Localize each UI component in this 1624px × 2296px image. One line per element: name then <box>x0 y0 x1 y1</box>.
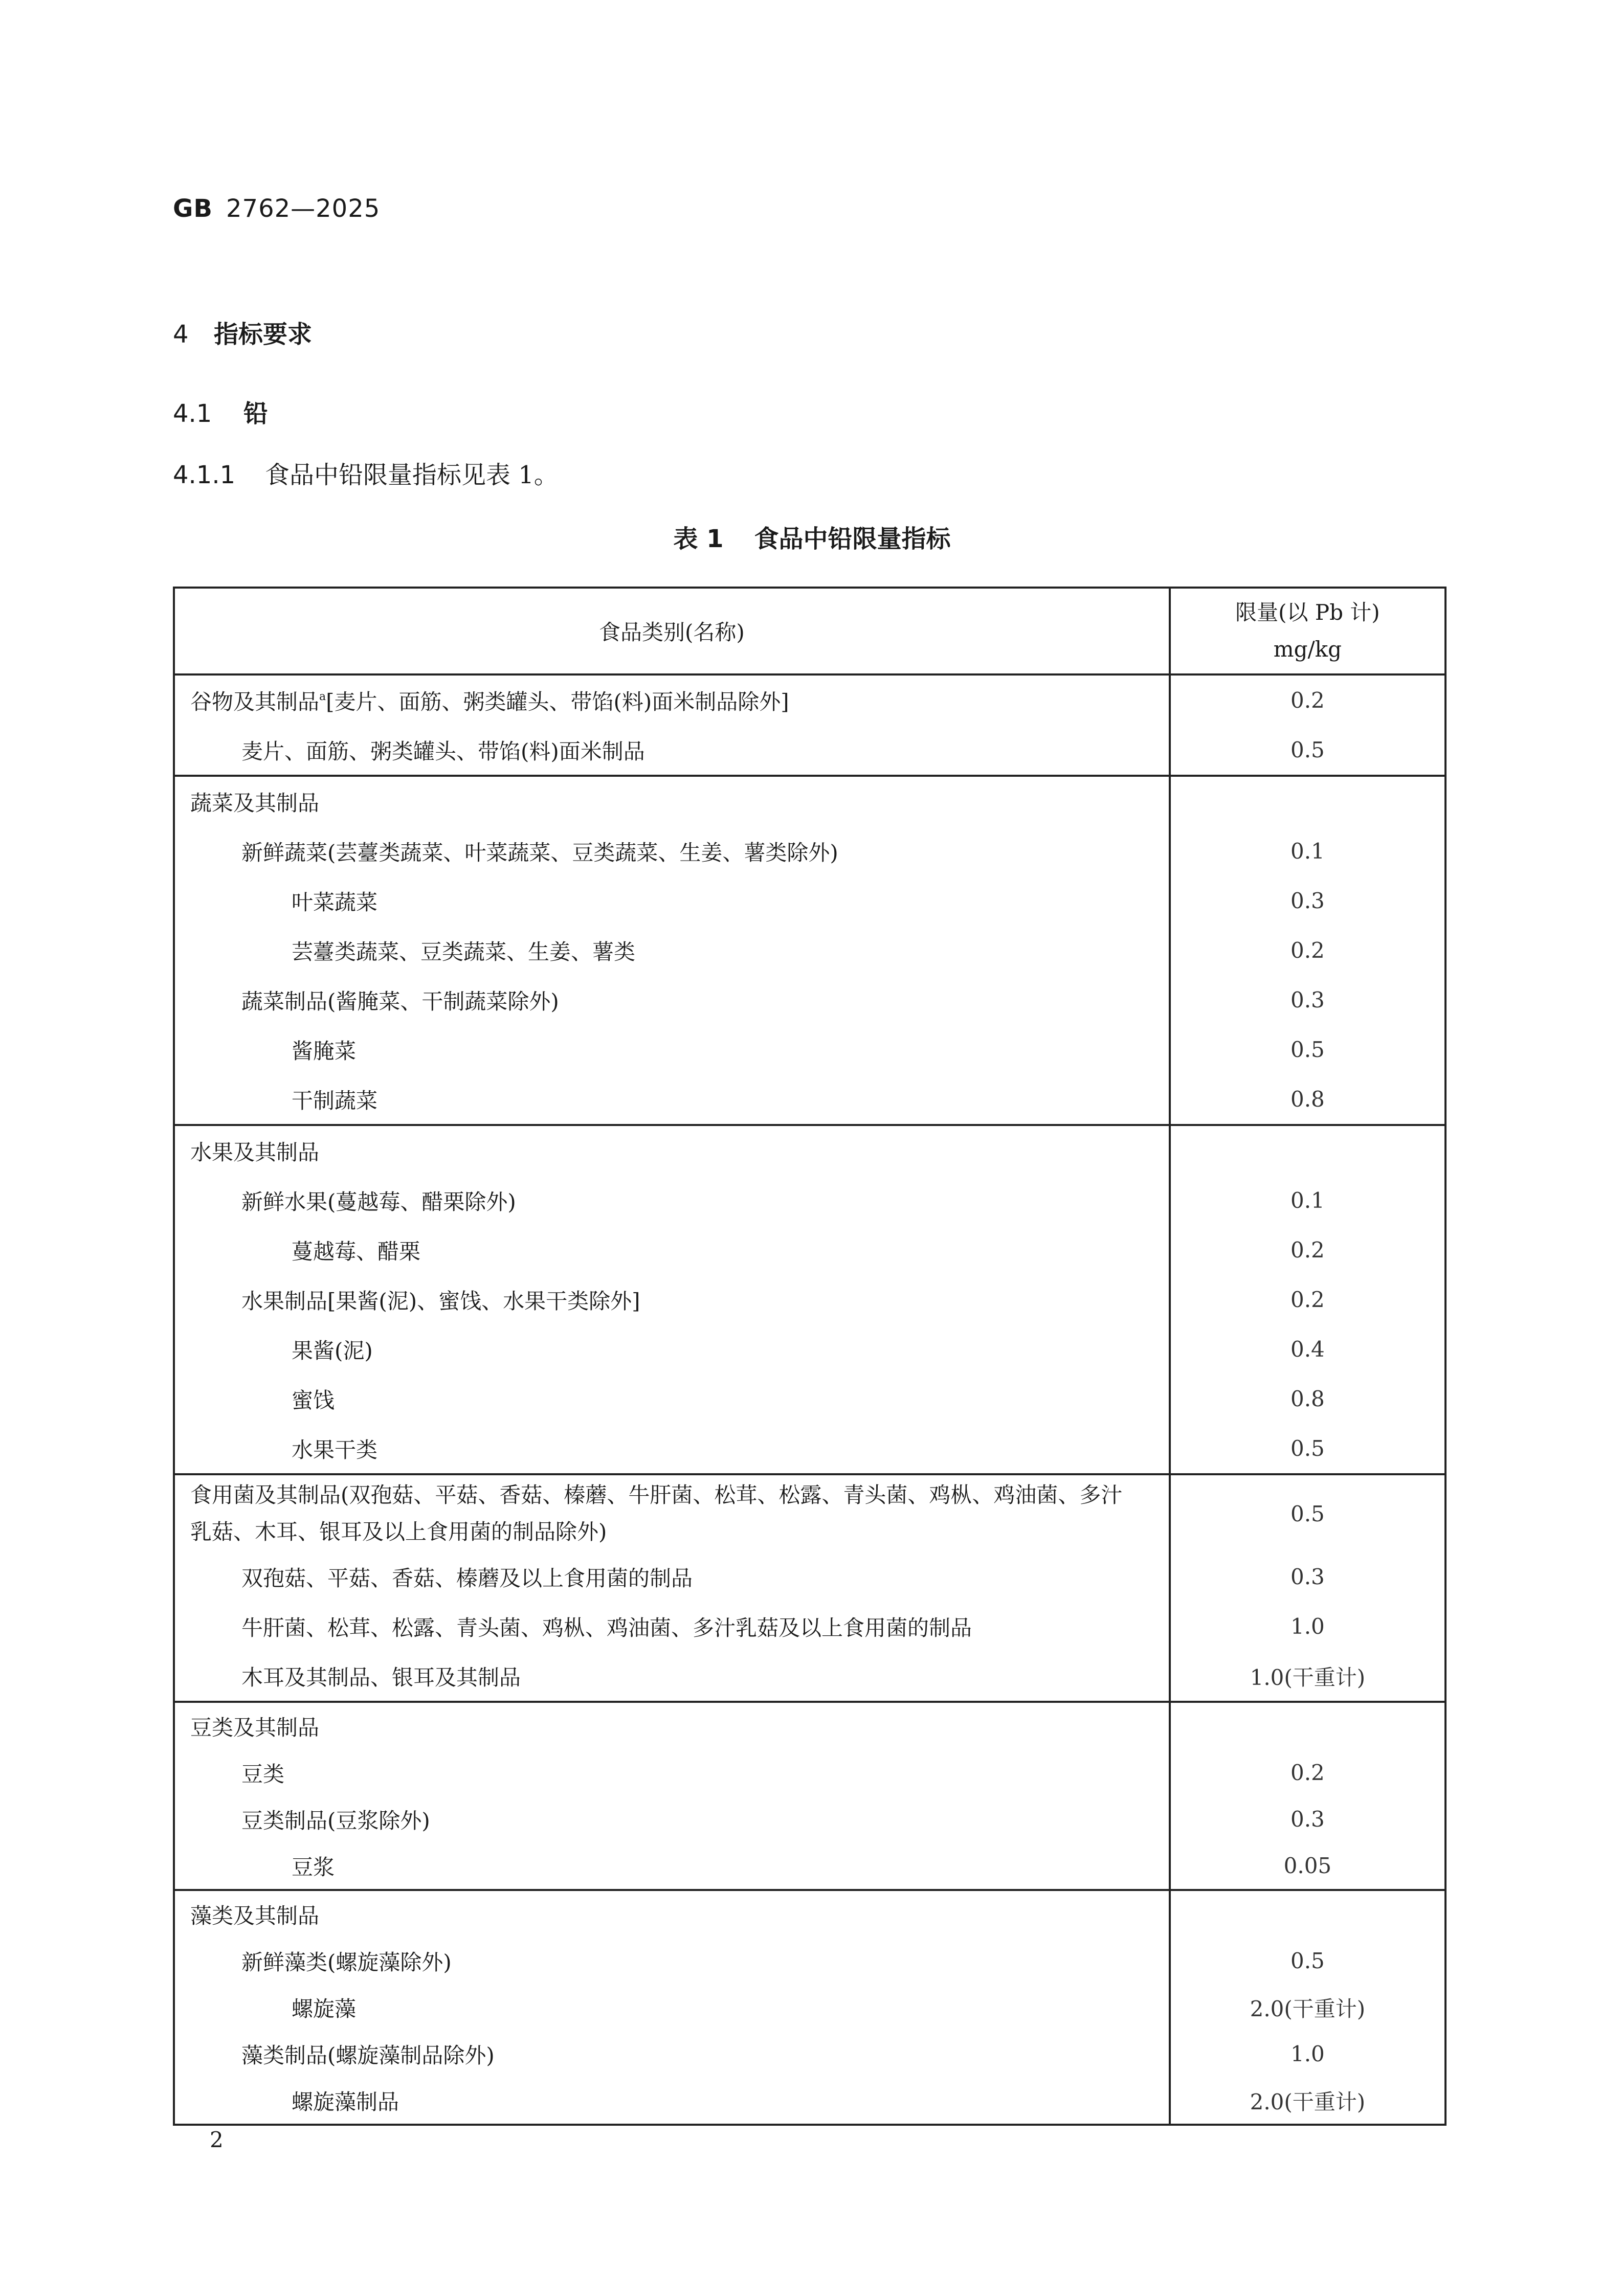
header-limit-label: 限量(以 Pb 计) <box>1235 600 1380 625</box>
table-row <box>174 1176 1445 1225</box>
food-name-line2: 乳菇、木耳、银耳及以上食用菌的制品除外) <box>190 1519 607 1544</box>
limit-value: 2.0(干重计) <box>1170 2077 1445 2125</box>
food-name: 藻类制品(螺旋藻制品除外) <box>241 2042 495 2068</box>
food-name: 新鲜藻类(螺旋藻除外) <box>241 1949 452 1975</box>
header-limit-unit: mg/kg <box>1273 637 1342 662</box>
section-title: 指标要求 <box>214 320 313 349</box>
table-row <box>174 2031 1445 2077</box>
table-group-fruits <box>174 1125 1445 1474</box>
food-name: 蔬菜制品(酱腌菜、干制蔬菜除外) <box>241 988 559 1014</box>
limit-value: 0.2 <box>1170 1225 1445 1275</box>
food-name: 水果制品[果酱(泥)、蜜饯、水果干类除外] <box>241 1288 640 1314</box>
food-name: 新鲜水果(蔓越莓、醋栗除外) <box>241 1189 516 1214</box>
clause-number: 4.1.1 <box>173 461 236 489</box>
limit-value <box>1170 1702 1445 1749</box>
limit-value: 0.5 <box>1170 725 1445 776</box>
limit-value: 0.3 <box>1170 1796 1445 1842</box>
food-name: 蔬菜及其制品 <box>190 790 320 816</box>
table-row <box>174 1324 1445 1374</box>
limit-value: 2.0(干重计) <box>1170 1984 1445 2031</box>
food-name: 芸薹类蔬菜、豆类蔬菜、生姜、薯类 <box>292 939 636 964</box>
limit-value: 0.8 <box>1170 1074 1445 1125</box>
limit-value <box>1170 1890 1445 1938</box>
food-name: 螺旋藻制品 <box>292 2089 399 2114</box>
standard-code: 2762—2025 <box>226 194 381 223</box>
header-limit <box>1170 588 1445 674</box>
table-row <box>174 1602 1445 1651</box>
table-row <box>174 2077 1445 2125</box>
food-name: 麦片、面筋、粥类罐头、带馅(料)面米制品 <box>241 738 645 764</box>
table-number: 表 1 <box>673 525 724 553</box>
table-row <box>174 1651 1445 1702</box>
table-row <box>174 1424 1445 1474</box>
food-name-text: 谷物及其制品 <box>190 689 320 714</box>
section-4-heading <box>173 314 312 350</box>
food-name: 果酱(泥) <box>292 1338 373 1363</box>
section-number: 4 <box>173 320 189 349</box>
table-title: 食品中铅限量指标 <box>754 525 951 553</box>
food-name: 蜜饯 <box>292 1387 335 1413</box>
table-row <box>174 1702 1445 1749</box>
food-name: 豆类制品(豆浆除外) <box>241 1808 430 1833</box>
food-name: 水果及其制品 <box>190 1139 320 1165</box>
food-name: 牛肝菌、松茸、松露、青头菌、鸡枞、鸡油菌、多汁乳菇及以上食用菌的制品 <box>241 1615 972 1640</box>
table-group-vegetables <box>174 776 1445 1125</box>
table-row <box>174 1749 1445 1796</box>
food-name: 蔓越莓、醋栗 <box>292 1239 421 1264</box>
table-group-legumes <box>174 1702 1445 1890</box>
table-row <box>174 1275 1445 1324</box>
standard-number <box>173 194 380 223</box>
table-caption <box>0 519 1624 554</box>
limit-value <box>1170 1125 1445 1176</box>
food-name: 藻类及其制品 <box>190 1903 320 1928</box>
table-row <box>174 1474 1445 1552</box>
table-row <box>174 674 1445 725</box>
table-row <box>174 1938 1445 1984</box>
table-row <box>174 1074 1445 1125</box>
food-name <box>174 674 1170 725</box>
standard-prefix: GB <box>173 194 213 223</box>
limit-value: 1.0(干重计) <box>1170 1651 1445 1702</box>
limit-value: 0.3 <box>1170 1552 1445 1602</box>
limit-value: 1.0 <box>1170 2031 1445 2077</box>
limit-value: 0.5 <box>1170 1938 1445 1984</box>
limit-value: 0.8 <box>1170 1374 1445 1424</box>
limit-value: 0.2 <box>1170 1275 1445 1324</box>
section-4-1-heading <box>173 394 268 429</box>
limit-value: 0.3 <box>1170 975 1445 1025</box>
table-row <box>174 1984 1445 2031</box>
food-name: 豆浆 <box>292 1854 335 1880</box>
food-name: 双孢菇、平菇、香菇、榛蘑及以上食用菌的制品 <box>241 1565 693 1591</box>
table-row <box>174 776 1445 826</box>
limit-value: 0.5 <box>1170 1025 1445 1074</box>
lead-limits-table <box>173 587 1447 2126</box>
page-number: 2 <box>210 2127 224 2152</box>
limit-value: 0.1 <box>1170 826 1445 876</box>
limit-value: 0.2 <box>1170 674 1445 725</box>
section-title: 铅 <box>243 399 269 428</box>
table-row <box>174 826 1445 876</box>
table-row <box>174 1796 1445 1842</box>
table-row <box>174 926 1445 975</box>
footnote-marker: a <box>319 690 326 703</box>
food-name-exclusions: [麦片、面筋、粥类罐头、带馅(料)面米制品除外] <box>326 689 789 714</box>
food-name-line1: 食用菌及其制品(双孢菇、平菇、香菇、榛蘑、牛肝菌、松茸、松露、青头菌、鸡枞、鸡油菌、多汁 <box>190 1482 1123 1507</box>
limit-value: 0.2 <box>1170 926 1445 975</box>
table-row <box>174 876 1445 926</box>
table-row <box>174 1125 1445 1176</box>
limit-value: 1.0 <box>1170 1602 1445 1651</box>
limit-value <box>1170 776 1445 826</box>
table-group-algae <box>174 1890 1445 2125</box>
food-name: 水果干类 <box>292 1437 378 1462</box>
table-row <box>174 1552 1445 1602</box>
limit-value: 0.5 <box>1170 1424 1445 1474</box>
food-name: 豆类 <box>241 1761 285 1787</box>
table-row <box>174 725 1445 776</box>
limit-value: 0.2 <box>1170 1749 1445 1796</box>
food-name: 叶菜蔬菜 <box>292 889 378 915</box>
food-name: 豆类及其制品 <box>190 1715 320 1740</box>
table-row <box>174 975 1445 1025</box>
clause-text: 食品中铅限量指标见表 1。 <box>265 461 559 489</box>
table-header-row <box>174 588 1445 674</box>
section-number: 4.1 <box>173 399 212 428</box>
table-row <box>174 1225 1445 1275</box>
food-name: 干制蔬菜 <box>292 1088 378 1113</box>
food-name: 螺旋藻 <box>292 1996 357 2021</box>
limit-value: 0.3 <box>1170 876 1445 926</box>
header-food-category: 食品类别(名称) <box>174 588 1170 674</box>
clause-4-1-1 <box>173 455 559 490</box>
table-row <box>174 1890 1445 1938</box>
food-name: 木耳及其制品、银耳及其制品 <box>241 1664 521 1690</box>
limit-value: 0.05 <box>1170 1842 1445 1890</box>
table-row <box>174 1374 1445 1424</box>
limit-value: 0.5 <box>1170 1474 1445 1552</box>
table-row <box>174 1025 1445 1074</box>
limit-value: 0.4 <box>1170 1324 1445 1374</box>
food-name: 新鲜蔬菜(芸薹类蔬菜、叶菜蔬菜、豆类蔬菜、生姜、薯类除外) <box>241 840 838 865</box>
food-name <box>174 1474 1170 1552</box>
table-row <box>174 1842 1445 1890</box>
limit-value: 0.1 <box>1170 1176 1445 1225</box>
table-group-fungi <box>174 1474 1445 1702</box>
food-name: 酱腌菜 <box>292 1038 357 1064</box>
table-group-cereals <box>174 674 1445 776</box>
